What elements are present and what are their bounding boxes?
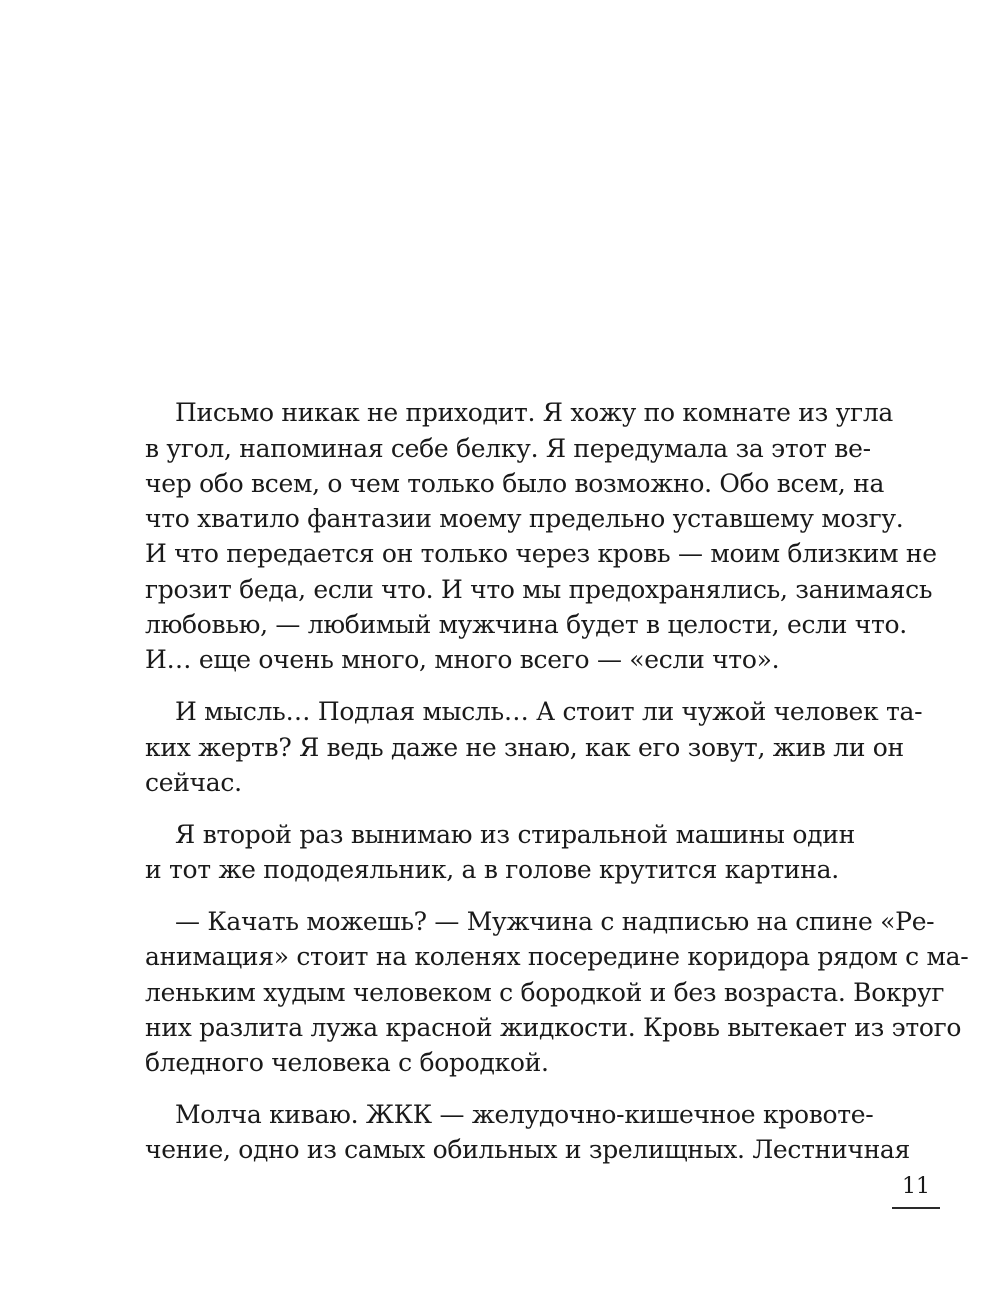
text-line: любовью, — любимый мужчина будет в целости, если что. <box>145 610 907 639</box>
text-line: них разлита лужа красной жидкости. Кровь вытекает из этого <box>145 1013 962 1042</box>
text-line: сейчас. <box>145 768 242 797</box>
text-line: ких жертв? Я ведь даже не знаю, как его зовут, жив ли он <box>145 733 904 762</box>
text-line: леньким худым человеком с бородкой и без возраста. Вокруг <box>145 978 945 1007</box>
text-line: И… еще очень много, много всего — «если что». <box>145 645 780 674</box>
text-line: чение, одно из самых обильных и зрелищных. Лестничная <box>145 1135 911 1164</box>
text-line: грозит беда, если что. И что мы предохранялись, занимаясь <box>145 575 933 604</box>
text-line: И мысль… Подлая мысль… А стоит ли чужой человек та- <box>175 697 923 726</box>
text-line: анимация» стоит на коленях посередине коридора рядом с ма- <box>145 942 969 971</box>
text-line: Я второй раз вынимаю из стиральной машины один <box>175 820 855 849</box>
text-line: в угол, напоминая себе белку. Я передумала за этот ве- <box>145 434 871 463</box>
text-line: бледного человека с бородкой. <box>145 1048 549 1077</box>
text-line: чер обо всем, о чем только было возможно. Обо всем, на <box>145 469 885 498</box>
text-line: И что передается он только через кровь — моим близким не <box>145 539 937 568</box>
text-line: — Качать можешь? — Мужчина с надписью на спине «Ре- <box>175 907 935 936</box>
text-line: Письмо никак не приходит. Я хожу по комнате из угла <box>175 398 894 427</box>
page-number-rule <box>892 1207 940 1209</box>
text-line: и тот же пододеяльник, а в голове крутится картина. <box>145 855 839 884</box>
text-line: Молча киваю. ЖКК — желудочно-кишечное кровоте- <box>175 1100 874 1129</box>
page-number: 11 <box>902 1174 930 1199</box>
text-line: что хватило фантазии моему предельно уставшему мозгу. <box>145 504 904 533</box>
